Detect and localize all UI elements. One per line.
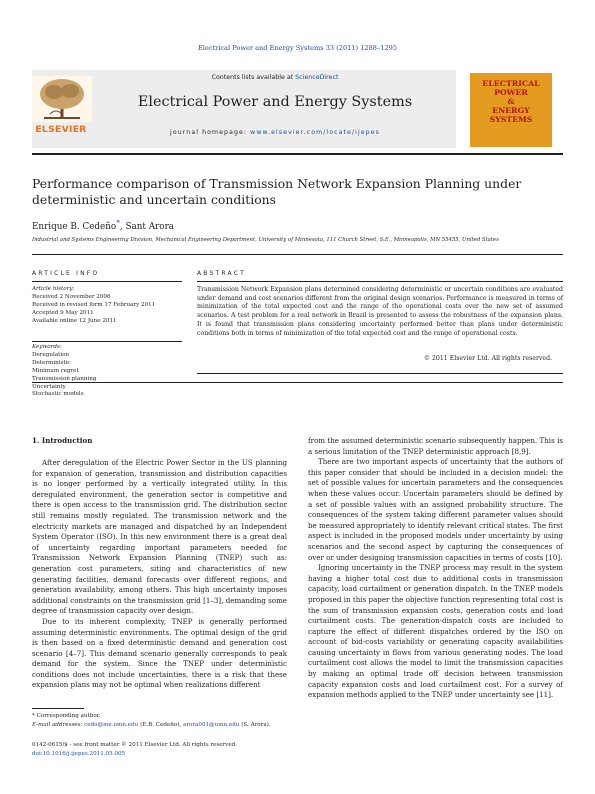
contents-availability bbox=[100, 74, 450, 81]
journal-homepage bbox=[100, 129, 450, 136]
email-line bbox=[32, 721, 292, 730]
email-note: (S. Arora). bbox=[239, 721, 271, 728]
corresponding-author-note: * Corresponding author. bbox=[32, 713, 101, 719]
section-heading: 1. Introduction bbox=[32, 436, 93, 445]
email-link[interactable]: arora001@umn.edu bbox=[183, 721, 240, 728]
cover-title: ELECTRICAL POWER & ENERGY SYSTEMS bbox=[482, 79, 540, 124]
keyword: Deregulation bbox=[32, 351, 70, 358]
body-column-right bbox=[308, 436, 563, 701]
author-name: Enrique B. Cedeño bbox=[32, 221, 117, 232]
body-paragraph: from the assumed deterministic scenario subsequently happen. This is a serious limitation of the TNEP deterministic approach [8,9]. bbox=[308, 436, 563, 456]
keyword: Minimum regret bbox=[32, 367, 79, 374]
history-item: Available online 12 June 2011 bbox=[32, 317, 117, 324]
abstract-text: Transmission Network Expansion plans determined considering deterministic or uncertain conditions are evaluated under demand and cost scenarios different from the original design scenarios. Performance is measured in terms of minimization of the total expected cost and the range of the operational costs over the new set of assumed scenarios. A test problem for a real network in Brazil is presented to assess the robustness of the expansion plans. It is found that transmission plans considering uncertainty performed better than plans under deterministic conditions both in terms of minimization of the total expected cost and the range of operational costs. bbox=[197, 286, 563, 337]
issn-line: 0142-0615/$ - see front matter © 2011 Elsevier Ltd. All rights reserved. bbox=[32, 742, 238, 748]
author-affiliation: Industrial and Systems Engineering Division, Mechanical Engineering Department, University of Minnesota, 111 Church Street, S.E., Minneapolis, MN 55455, United States bbox=[32, 237, 499, 243]
body-paragraph: After deregulation of the Electric Power Sector in the US planning for expansion of generation, transmission and distribution capacities is no longer performed by a vertically integrated utility. In this deregulated environment, the generation sector is competitive and there is open access to the transmission grid. The distribution sector still remains mostly regulated. The transmission network and the electricity markets are managed and dispatched by an Independent System Operator (ISO). In this new environment there is a great deal of uncertainty regarding important parameters needed for Transmission Network Expansion Planning (TNEP) such as: generation cost parameters, siting and characteristics of new generating facilities, demand forecasts over different regions, and generation availability, among others. This high uncertainty imposes additional constraints on the transmission grid [1–3], demanding some degree of transmission capacity over design. bbox=[32, 458, 287, 616]
article-history bbox=[32, 286, 182, 326]
history-item: Received in revised form 17 February 2011 bbox=[32, 301, 156, 308]
abstract-heading: ABSTRACT bbox=[197, 270, 246, 277]
divider bbox=[32, 281, 182, 282]
body-paragraph: There are two important aspects of uncertainty that the authors of this paper consider that should be included in a decision model: the set of possible values for uncertain parameters and the consequences when these values occur. Uncertain parameters should be defined by a set of possible values with an assigned probability structure. The consequences of the system taking different parameter values should be measured appropriately to identify relevant critical states. The first aspect is included in the proposed models under uncertainty by using scenarios and the second aspect by capturing the consequences of over or under designing transmission capacities in terms of costs [10]. bbox=[308, 457, 563, 562]
footnote bbox=[32, 712, 292, 729]
doi-link[interactable]: doi:10.1016/j.ijepes.2011.05.005 bbox=[32, 750, 126, 757]
email-note: (E.B. Cedeño), bbox=[138, 721, 183, 728]
keyword: Uncertainty bbox=[32, 383, 66, 390]
keywords-label: Keywords: bbox=[32, 344, 62, 350]
divider bbox=[32, 254, 563, 255]
abstract-copyright: © 2011 Elsevier Ltd. All rights reserved. bbox=[423, 355, 552, 362]
article-info-heading: ARTICLE INFO bbox=[32, 270, 100, 277]
issn-block bbox=[32, 741, 292, 758]
keyword: Transmission planning bbox=[32, 375, 97, 382]
footnote-rule bbox=[32, 708, 84, 709]
journal-title: Electrical Power and Energy Systems bbox=[137, 94, 413, 110]
homepage-prefix: journal homepage: bbox=[170, 129, 251, 136]
divider bbox=[197, 281, 563, 282]
journal-cover-thumbnail bbox=[470, 73, 552, 147]
body-column-left bbox=[32, 458, 287, 691]
divider bbox=[197, 373, 563, 374]
keywords-list bbox=[32, 344, 182, 399]
journal-reference[interactable]: Electrical Power and Energy Systems 33 (2011) 1288–1295 bbox=[197, 44, 398, 52]
history-item: Received 2 November 2006 bbox=[32, 293, 111, 300]
sciencedirect-link[interactable]: ScienceDirect bbox=[295, 74, 339, 81]
email-link[interactable]: cedo@me.umn.edu bbox=[84, 721, 139, 728]
publisher-name: ELSEVIER bbox=[35, 124, 87, 135]
author-separator: , bbox=[119, 221, 126, 232]
corresponding-author-mark[interactable]: * bbox=[116, 218, 120, 227]
contents-prefix: Contents lists available at bbox=[211, 74, 296, 81]
history-label: Article history: bbox=[32, 286, 75, 292]
homepage-link[interactable]: www.elsevier.com/locate/ijepes bbox=[250, 129, 380, 136]
body-paragraph: Ignoring uncertainty in the TNEP process may result in the system having a higher total cost due to additional costs in transmission capacity, load curtailment or generation dispatch. In the TNEP models proposed in this paper the objective function representing total cost is the sum of transmission expansion costs, generation costs and load curtailment costs. The generation-dispatch costs are included to capture the effect of different dispatches ordered by the ISO on account of bid-costs variability or generating capacity availabilities causing uncertainty in flows from various generating nodes. The load curtailment cost allows the model to limit the transmission capacities by making an optimal trade off decision between transmission capacity expansion costs and load curtailment cost. For a survey of expansion methods applied to the TNEP under uncertainty see [11]. bbox=[308, 563, 563, 700]
divider bbox=[32, 382, 563, 383]
article-title: Performance comparison of Transmission Network Expansion Planning under deterministic and uncertain conditions bbox=[32, 176, 522, 207]
history-item: Accepted 9 May 2011 bbox=[32, 309, 94, 316]
author-name: Sant Arora bbox=[125, 221, 175, 232]
header-rule bbox=[32, 153, 563, 155]
author-list bbox=[32, 218, 174, 232]
keyword: Stochastic models bbox=[32, 391, 84, 398]
email-label: E-mail addresses: bbox=[32, 721, 85, 728]
body-paragraph: Due to its inherent complexity, TNEP is generally performed assuming deterministic environments. The optimal design of the grid is then based on a fixed deterministic demand and generation cost scenario [4–7]. This demand scenario generally corresponds to peak demand for the system. Since the TNEP under deterministic conditions does not include uncertainties, there is a risk that these expansion plans may not be optimal when realizations different bbox=[32, 616, 287, 690]
keyword: Deterministic bbox=[32, 359, 71, 366]
divider bbox=[32, 341, 182, 342]
